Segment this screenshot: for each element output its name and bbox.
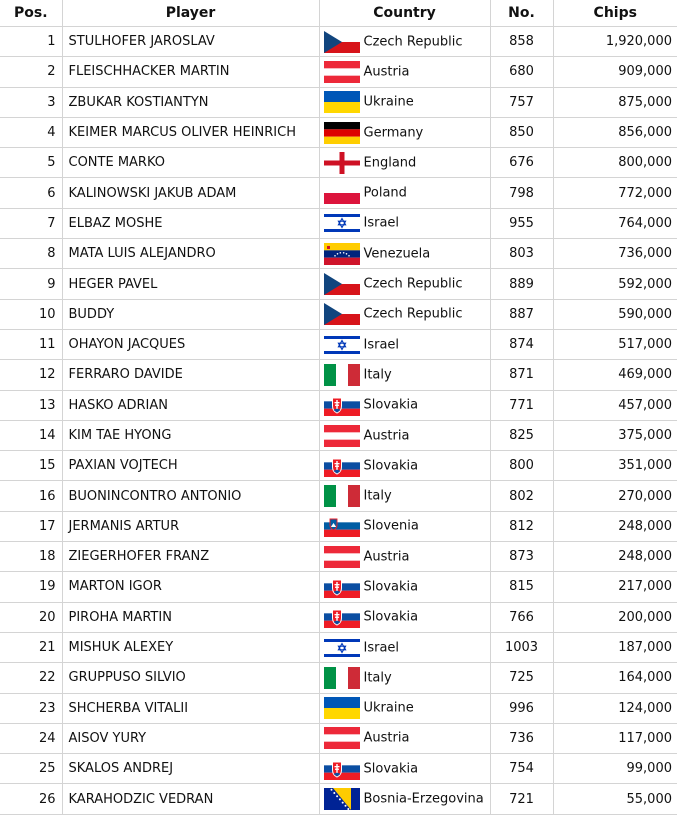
position-cell: 20 xyxy=(0,602,62,632)
player-name-cell: HASKO ADRIAN xyxy=(62,390,319,420)
table-row xyxy=(0,632,677,662)
slovakia-flag-icon xyxy=(324,606,360,628)
chips-cell: 164,000 xyxy=(553,663,677,693)
player-name-cell: MARTON IGOR xyxy=(62,572,319,602)
player-name-cell: JERMANIS ARTUR xyxy=(62,511,319,541)
country-name: Slovenia xyxy=(363,518,419,534)
country-name: Italy xyxy=(363,488,392,504)
country-cell xyxy=(319,329,490,359)
country-name: Bosnia-Erzegovina xyxy=(363,791,484,807)
chips-cell: 117,000 xyxy=(553,723,677,753)
table-row xyxy=(0,693,677,723)
country-cell xyxy=(319,602,490,632)
entry-number-cell: 815 xyxy=(490,572,553,602)
israel-flag-icon xyxy=(324,212,360,234)
table-row xyxy=(0,87,677,117)
position-cell: 3 xyxy=(0,87,62,117)
italy-flag-icon xyxy=(324,364,360,386)
country-cell xyxy=(319,239,490,269)
entry-number-cell: 676 xyxy=(490,148,553,178)
header-chips: Chips xyxy=(553,0,677,27)
position-cell: 15 xyxy=(0,451,62,481)
chips-cell: 217,000 xyxy=(553,572,677,602)
germany-flag-icon xyxy=(324,122,360,144)
country-name: England xyxy=(363,155,417,171)
czech-republic-flag-icon xyxy=(324,31,360,53)
table-row xyxy=(0,602,677,632)
table-row xyxy=(0,239,677,269)
player-name-cell: KIM TAE HYONG xyxy=(62,420,319,450)
position-cell: 21 xyxy=(0,632,62,662)
country-name: Slovakia xyxy=(363,579,419,595)
slovakia-flag-icon xyxy=(324,758,360,780)
entry-number-cell: 871 xyxy=(490,360,553,390)
country-cell xyxy=(319,784,490,814)
table-row xyxy=(0,57,677,87)
chips-cell: 187,000 xyxy=(553,632,677,662)
header-player: Player xyxy=(62,0,319,27)
entry-number-cell: 766 xyxy=(490,602,553,632)
position-cell: 17 xyxy=(0,511,62,541)
country-cell xyxy=(319,481,490,511)
chips-cell: 592,000 xyxy=(553,269,677,299)
country-name: Poland xyxy=(363,185,407,201)
player-name-cell: OHAYON JACQUES xyxy=(62,329,319,359)
player-name-cell: FERRARO DAVIDE xyxy=(62,360,319,390)
chips-cell: 248,000 xyxy=(553,511,677,541)
entry-number-cell: 812 xyxy=(490,511,553,541)
table-row xyxy=(0,481,677,511)
chips-cell: 800,000 xyxy=(553,148,677,178)
country-name: Israel xyxy=(363,215,400,231)
player-name-cell: MATA LUIS ALEJANDRO xyxy=(62,239,319,269)
table-row xyxy=(0,360,677,390)
italy-flag-icon xyxy=(324,667,360,689)
entry-number-cell: 721 xyxy=(490,784,553,814)
country-cell xyxy=(319,420,490,450)
entry-number-cell: 825 xyxy=(490,420,553,450)
player-name-cell: PIROHA MARTIN xyxy=(62,602,319,632)
player-name-cell: SHCHERBA VITALII xyxy=(62,693,319,723)
entry-number-cell: 798 xyxy=(490,178,553,208)
country-cell xyxy=(319,208,490,238)
italy-flag-icon xyxy=(324,485,360,507)
country-cell xyxy=(319,693,490,723)
chips-cell: 517,000 xyxy=(553,329,677,359)
table-row xyxy=(0,299,677,329)
country-name: Slovakia xyxy=(363,609,419,625)
slovakia-flag-icon xyxy=(324,576,360,598)
chips-cell: 351,000 xyxy=(553,451,677,481)
chips-cell: 469,000 xyxy=(553,360,677,390)
table-row xyxy=(0,269,677,299)
table-row xyxy=(0,329,677,359)
country-cell xyxy=(319,542,490,572)
position-cell: 18 xyxy=(0,542,62,572)
country-name: Slovakia xyxy=(363,761,419,777)
chips-cell: 270,000 xyxy=(553,481,677,511)
position-cell: 16 xyxy=(0,481,62,511)
chips-cell: 772,000 xyxy=(553,178,677,208)
table-row xyxy=(0,451,677,481)
player-name-cell: ELBAZ MOSHE xyxy=(62,208,319,238)
player-name-cell: KEIMER MARCUS OLIVER HEINRICH xyxy=(62,117,319,147)
entry-number-cell: 800 xyxy=(490,451,553,481)
country-name: Slovakia xyxy=(363,458,419,474)
chips-cell: 99,000 xyxy=(553,754,677,784)
country-cell xyxy=(319,87,490,117)
ukraine-flag-icon xyxy=(324,91,360,113)
table-row xyxy=(0,663,677,693)
entry-number-cell: 874 xyxy=(490,329,553,359)
slovakia-flag-icon xyxy=(324,394,360,416)
position-cell: 8 xyxy=(0,239,62,269)
austria-flag-icon xyxy=(324,61,360,83)
country-name: Czech Republic xyxy=(363,306,463,322)
player-name-cell: SKALOS ANDREJ xyxy=(62,754,319,784)
table-row xyxy=(0,542,677,572)
england-flag-icon xyxy=(324,152,360,174)
country-cell xyxy=(319,269,490,299)
table-row xyxy=(0,754,677,784)
austria-flag-icon xyxy=(324,425,360,447)
position-cell: 24 xyxy=(0,723,62,753)
country-name: Israel xyxy=(363,640,400,656)
country-name: Czech Republic xyxy=(363,276,463,292)
position-cell: 6 xyxy=(0,178,62,208)
player-name-cell: HEGER PAVEL xyxy=(62,269,319,299)
czech-republic-flag-icon xyxy=(324,303,360,325)
position-cell: 11 xyxy=(0,329,62,359)
country-name: Ukraine xyxy=(363,94,414,110)
country-name: Italy xyxy=(363,670,392,686)
entry-number-cell: 803 xyxy=(490,239,553,269)
country-cell xyxy=(319,360,490,390)
chips-cell: 736,000 xyxy=(553,239,677,269)
table-row xyxy=(0,723,677,753)
country-name: Italy xyxy=(363,367,392,383)
ukraine-flag-icon xyxy=(324,697,360,719)
country-cell xyxy=(319,178,490,208)
player-name-cell: BUONINCONTRO ANTONIO xyxy=(62,481,319,511)
table-row xyxy=(0,148,677,178)
country-name: Venezuela xyxy=(363,246,431,262)
country-cell xyxy=(319,723,490,753)
table-row xyxy=(0,27,677,57)
chips-cell: 375,000 xyxy=(553,420,677,450)
austria-flag-icon xyxy=(324,546,360,568)
israel-flag-icon xyxy=(324,334,360,356)
position-cell: 10 xyxy=(0,299,62,329)
table-row xyxy=(0,178,677,208)
entry-number-cell: 754 xyxy=(490,754,553,784)
player-name-cell: PAXIAN VOJTECH xyxy=(62,451,319,481)
country-name: Austria xyxy=(363,549,410,565)
entry-number-cell: 736 xyxy=(490,723,553,753)
country-cell xyxy=(319,632,490,662)
czech-republic-flag-icon xyxy=(324,273,360,295)
chips-cell: 248,000 xyxy=(553,542,677,572)
country-name: Ukraine xyxy=(363,700,414,716)
chips-cell: 1,920,000 xyxy=(553,27,677,57)
header-no: No. xyxy=(490,0,553,27)
position-cell: 9 xyxy=(0,269,62,299)
entry-number-cell: 955 xyxy=(490,208,553,238)
position-cell: 12 xyxy=(0,360,62,390)
header-country: Country xyxy=(319,0,490,27)
table-row xyxy=(0,784,677,814)
country-cell xyxy=(319,148,490,178)
table-row xyxy=(0,511,677,541)
austria-flag-icon xyxy=(324,727,360,749)
table-row xyxy=(0,390,677,420)
entry-number-cell: 757 xyxy=(490,87,553,117)
table-row xyxy=(0,572,677,602)
table-row xyxy=(0,117,677,147)
entry-number-cell: 1003 xyxy=(490,632,553,662)
country-cell xyxy=(319,663,490,693)
header-row xyxy=(0,0,677,27)
country-cell xyxy=(319,451,490,481)
position-cell: 1 xyxy=(0,27,62,57)
player-name-cell: AISOV YURY xyxy=(62,723,319,753)
country-cell xyxy=(319,27,490,57)
entry-number-cell: 858 xyxy=(490,27,553,57)
entry-number-cell: 680 xyxy=(490,57,553,87)
country-cell xyxy=(319,57,490,87)
country-name: Czech Republic xyxy=(363,34,463,50)
position-cell: 14 xyxy=(0,420,62,450)
position-cell: 25 xyxy=(0,754,62,784)
chips-cell: 590,000 xyxy=(553,299,677,329)
entry-number-cell: 850 xyxy=(490,117,553,147)
poland-flag-icon xyxy=(324,182,360,204)
entry-number-cell: 725 xyxy=(490,663,553,693)
country-cell xyxy=(319,754,490,784)
chips-cell: 124,000 xyxy=(553,693,677,723)
player-name-cell: KARAHODZIC VEDRAN xyxy=(62,784,319,814)
table-body xyxy=(0,27,677,815)
player-name-cell: BUDDY xyxy=(62,299,319,329)
slovakia-flag-icon xyxy=(324,455,360,477)
chips-cell: 55,000 xyxy=(553,784,677,814)
entry-number-cell: 802 xyxy=(490,481,553,511)
chips-cell: 875,000 xyxy=(553,87,677,117)
country-name: Israel xyxy=(363,337,400,353)
country-cell xyxy=(319,299,490,329)
country-name: Austria xyxy=(363,64,410,80)
entry-number-cell: 889 xyxy=(490,269,553,299)
chips-cell: 856,000 xyxy=(553,117,677,147)
country-name: Slovakia xyxy=(363,397,419,413)
position-cell: 2 xyxy=(0,57,62,87)
player-name-cell: FLEISCHHACKER MARTIN xyxy=(62,57,319,87)
entry-number-cell: 996 xyxy=(490,693,553,723)
chips-cell: 909,000 xyxy=(553,57,677,87)
slovenia-flag-icon xyxy=(324,515,360,537)
chips-cell: 457,000 xyxy=(553,390,677,420)
country-name: Austria xyxy=(363,730,410,746)
position-cell: 23 xyxy=(0,693,62,723)
venezuela-flag-icon xyxy=(324,243,360,265)
entry-number-cell: 887 xyxy=(490,299,553,329)
position-cell: 19 xyxy=(0,572,62,602)
chips-cell: 200,000 xyxy=(553,602,677,632)
player-name-cell: KALINOWSKI JAKUB ADAM xyxy=(62,178,319,208)
player-name-cell: GRUPPUSO SILVIO xyxy=(62,663,319,693)
position-cell: 4 xyxy=(0,117,62,147)
chips-cell: 764,000 xyxy=(553,208,677,238)
country-cell xyxy=(319,117,490,147)
country-cell xyxy=(319,511,490,541)
player-name-cell: STULHOFER JAROSLAV xyxy=(62,27,319,57)
bosnia-herzegovina-flag-icon xyxy=(324,788,360,810)
player-name-cell: ZIEGERHOFER FRANZ xyxy=(62,542,319,572)
header-pos: Pos. xyxy=(0,0,62,27)
entry-number-cell: 873 xyxy=(490,542,553,572)
table-row xyxy=(0,420,677,450)
player-name-cell: CONTE MARKO xyxy=(62,148,319,178)
country-cell xyxy=(319,572,490,602)
position-cell: 26 xyxy=(0,784,62,814)
israel-flag-icon xyxy=(324,637,360,659)
position-cell: 7 xyxy=(0,208,62,238)
position-cell: 5 xyxy=(0,148,62,178)
player-name-cell: ZBUKAR KOSTIANTYN xyxy=(62,87,319,117)
country-name: Germany xyxy=(363,125,424,141)
player-name-cell: MISHUK ALEXEY xyxy=(62,632,319,662)
table-row xyxy=(0,208,677,238)
country-cell xyxy=(319,390,490,420)
entry-number-cell: 771 xyxy=(490,390,553,420)
position-cell: 13 xyxy=(0,390,62,420)
position-cell: 22 xyxy=(0,663,62,693)
country-name: Austria xyxy=(363,428,410,443)
